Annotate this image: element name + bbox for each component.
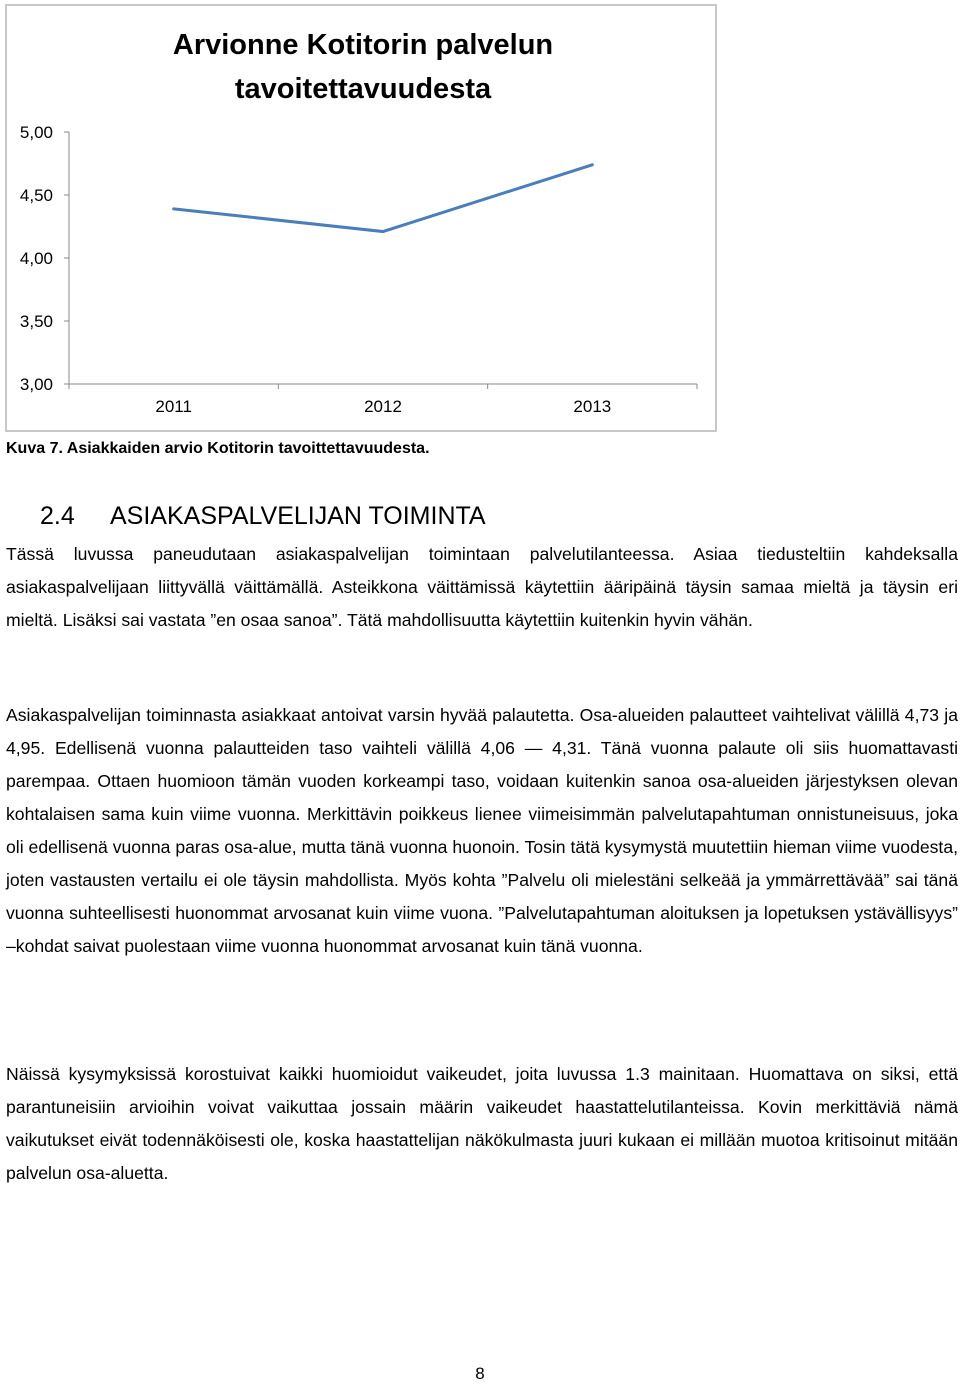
chart-title-line: Arvionne Kotitorin palvelun (172, 29, 554, 61)
y-tick-label: 4,50 (19, 186, 53, 205)
x-tick-label: 2012 (364, 397, 402, 416)
data-point (382, 230, 385, 233)
y-tick-label: 3,50 (19, 312, 53, 331)
chart-title-line: tavoitettavuudesta (234, 73, 492, 105)
y-tick-label: 3,00 (19, 375, 53, 394)
y-tick-label: 5,00 (19, 123, 53, 142)
x-tick-label: 2011 (155, 397, 192, 416)
section-title: ASIAKASPALVELIJAN TOIMINTA (110, 502, 486, 530)
paragraph-intro: Tässä luvussa paneudutaan asiakaspalvelijan toimintaan palvelutilanteessa. Asiaa tiedusteltiin kahdeksalla asiakaspalvelijaan liittyvällä väittämällä. Asteikkona väittämissä käytettiin ääripäinä täysin samaa mieltä ja täysin eri mieltä. Lisäksi sai vastata ”en osaa sanoa”. Tätä mahdollisuutta käytettiin kuitenkin hyvin vähän. (6, 544, 958, 630)
data-point (591, 163, 594, 166)
section-heading (40, 502, 486, 531)
section-number: 2.4 (40, 502, 75, 530)
y-tick-label: 4,00 (19, 249, 53, 268)
paragraph-difficulties: Näissä kysymyksissä korostuivat kaikki huomioidut vaikeudet, joita luvussa 1.3 mainitaan. Huomattava on siksi, että parantuneisiin arvioihin voivat vaikuttaa jossain määrin vaikeudet haastattelutilanteissa. Kovin merkittäviä nämä vaikutukset eivät todennäköisesti ole, koska haastattelijan näkökulmasta juuri kukaan ei millään muotoa kritisoinut mitään palvelun osa-aluetta. (6, 1064, 958, 1183)
series-line (174, 165, 593, 232)
data-point (172, 207, 175, 210)
line-chart (7, 6, 715, 430)
x-tick-label: 2013 (573, 397, 612, 416)
chart-container (5, 4, 717, 432)
page-number: 8 (475, 1364, 485, 1383)
paragraph-feedback: Asiakaspalvelijan toiminnasta asiakkaat antoivat varsin hyvää palautetta. Osa-alueiden palautteet vaihtelivat välillä 4,73 ja 4,95. Edellisenä vuonna palautteiden taso vaihteli välillä 4,06 — 4,31. Tänä vuonna palaute oli siis huomattavasti parempaa. Ottaen huomioon tämän vuoden korkeampi taso, voidaan kuitenkin sanoa osa-alueiden järjestyksen olevan kohtalaisen sama kuin viime vuonna. Merkittävin poikkeus lienee viimeisimmän palvelutapahtuman onnistuneisuus, joka oli edellisenä vuonna paras osa-alue, mutta tänä vuonna huonoin. Tosin tätä kysymystä muutettiin hieman viime vuodesta, joten vastausten vertailu ei ole täysin mahdollista. Myös kohta ”Palvelu oli mielestäni selkeää ja ymmärrettävää” sai tänä vuonna suhteellisesti huonommat arvosanat kuin viime vuona. ”Palvelutapahtuman aloituksen ja lopetuksen ystävällisyys” –kohdat saivat puolestaan viime vuonna huonommat arvosanat kuin tänä vuonna. (6, 705, 958, 956)
figure-caption: Kuva 7. Asiakkaiden arvio Kotitorin tavoittettavuudesta. (6, 440, 430, 457)
